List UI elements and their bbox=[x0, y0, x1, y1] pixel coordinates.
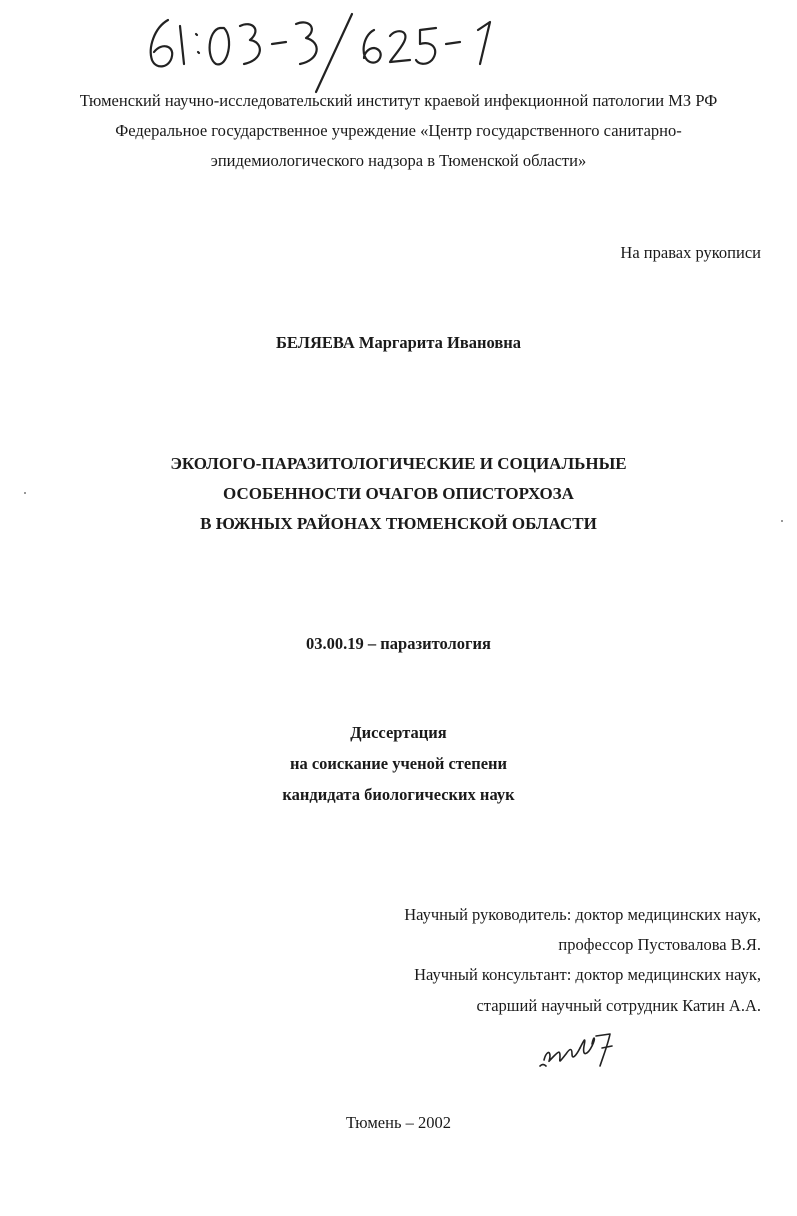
institution-line-3: эпидемиологического надзора в Тюменской области» bbox=[210, 151, 587, 170]
scientific-advisor-name: профессор Пустовалова В.Я. bbox=[558, 935, 761, 954]
degree-line-2: на соискание ученой степени bbox=[289, 754, 508, 773]
title-line-1: ЭКОЛОГО-ПАРАЗИТОЛОГИЧЕСКИЕ И СОЦИАЛЬНЫЕ bbox=[170, 454, 627, 473]
author-name bbox=[0, 333, 797, 353]
institution-line-1: Тюменский научно-исследовательский институт краевой инфекционной патологии МЗ РФ bbox=[79, 91, 718, 110]
specialty-code: 03.00.19 – паразитология bbox=[306, 634, 491, 653]
author-surname: БЕЛЯЕВА bbox=[275, 333, 355, 352]
title-line-3: В ЮЖНЫХ РАЙОНАХ ТЮМЕНСКОЙ ОБЛАСТИ bbox=[200, 514, 597, 533]
scientific-consultant-name: старший научный сотрудник Катин А.А. bbox=[476, 996, 761, 1015]
institution-line-2: Федеральное государственное учреждение «Центр государственного санитарно- bbox=[115, 121, 682, 140]
title-line-2: ОСОБЕННОСТИ ОЧАГОВ ОПИСТОРХОЗА bbox=[223, 484, 574, 503]
scientific-advisor-title: Научный руководитель: доктор медицинских наук, bbox=[404, 905, 761, 924]
handwritten-archive-code bbox=[140, 8, 520, 98]
manuscript-rights: На правах рукописи bbox=[620, 243, 761, 262]
handwritten-signature bbox=[536, 1026, 626, 1071]
degree-line-3: кандидата биологических наук bbox=[282, 785, 515, 804]
scan-speck bbox=[781, 520, 783, 522]
place-and-year: Тюмень – 2002 bbox=[346, 1113, 451, 1132]
scientific-consultant-title: Научный консультант: доктор медицинских наук, bbox=[414, 965, 761, 984]
scan-speck bbox=[24, 492, 26, 494]
degree-line-1: Диссертация bbox=[350, 723, 447, 742]
author-given-names: Маргарита Ивановна bbox=[358, 333, 522, 352]
